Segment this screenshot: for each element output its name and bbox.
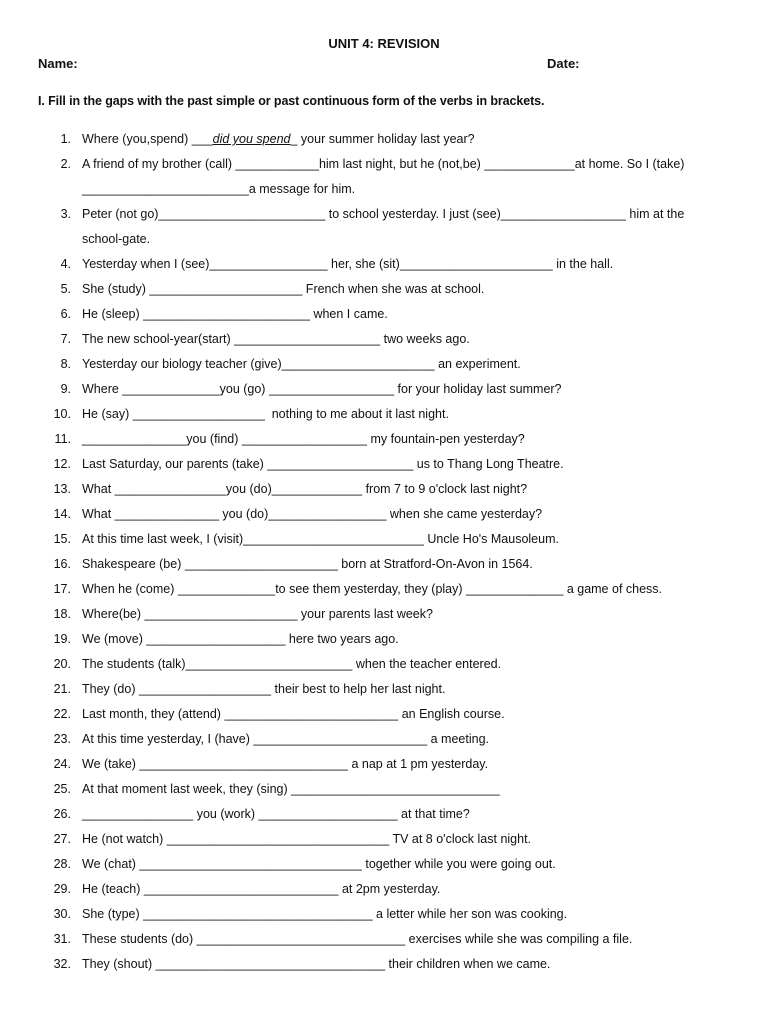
- item-text: She (study) ______________________ French when she was at school.: [82, 282, 485, 296]
- date-label: Date:: [547, 56, 580, 71]
- exercise-item-20: [0, 652, 768, 677]
- item-text: He (teach) ____________________________ at 2pm yesterday.: [82, 882, 441, 896]
- item-text: We (move) ____________________ here two years ago.: [82, 632, 399, 646]
- exercise-item-13: [0, 477, 768, 502]
- item-text: At that moment last week, they (sing) ______________________________: [82, 782, 500, 796]
- item-number: 3.: [60, 207, 71, 221]
- item-text: These students (do) ______________________________ exercises while she was compiling a file.: [82, 932, 633, 946]
- worksheet-title: UNIT 4: REVISION: [328, 36, 440, 51]
- item-number: 22.: [53, 707, 71, 721]
- item-text: When he (come) ______________to see them yesterday, they (play) ______________ a game of chess.: [82, 582, 663, 596]
- item-text: [82, 127, 722, 152]
- exercise-item-14: [0, 502, 768, 527]
- exercise-item-16: [0, 552, 768, 577]
- item-text: They (do) ___________________ their best to help her last night.: [82, 682, 446, 696]
- item-number: 9.: [60, 382, 71, 396]
- exercise-item-1: [0, 127, 768, 152]
- item-number: 8.: [60, 357, 71, 371]
- item-text: Yesterday when I (see)_________________ her, she (sit)______________________ in the hall.: [82, 257, 614, 271]
- item-text: Yesterday our biology teacher (give)______________________ an experiment.: [82, 357, 521, 371]
- item-text: He (say) ___________________ nothing to me about it last night.: [82, 407, 449, 421]
- item-text: ________________ you (work) ____________________ at that time?: [82, 807, 470, 821]
- item-number: 19.: [53, 632, 71, 646]
- item-number: 13.: [53, 482, 71, 496]
- exercise-item-24: [0, 752, 768, 777]
- item-number: 17.: [53, 582, 71, 596]
- item-text: A friend of my brother (call) ____________him last night, but he (not,be) _____________at home. So I (take) ________________________a message for him.: [82, 157, 688, 196]
- exercise-item-22: [0, 702, 768, 727]
- item-number: 16.: [53, 557, 71, 571]
- item-text: The students (talk)________________________ when the teacher entered.: [82, 657, 502, 671]
- item-number: 20.: [53, 657, 71, 671]
- item-number: 10.: [53, 407, 71, 421]
- instruction-text: I. Fill in the gaps with the past simple or past continuous form of the verbs in brackets.: [38, 94, 545, 108]
- item-number: 28.: [53, 857, 71, 871]
- item-text: At this time last week, I (visit)__________________________ Uncle Ho's Mausoleum.: [82, 532, 559, 546]
- item-text: Last Saturday, our parents (take) _____________________ us to Thang Long Theatre.: [82, 457, 564, 471]
- exercise-item-15: [0, 527, 768, 552]
- exercise-item-21: [0, 677, 768, 702]
- item-text: The new school-year(start) _____________________ two weeks ago.: [82, 332, 470, 346]
- exercise-item-32: [0, 952, 768, 977]
- item-text: _______________you (find) __________________ my fountain-pen yesterday?: [82, 432, 525, 446]
- exercise-item-28: [0, 852, 768, 877]
- item-number: 15.: [53, 532, 71, 546]
- item-text: Where ______________you (go) __________________ for your holiday last summer?: [82, 382, 562, 396]
- item-text: What ________________you (do)_____________ from 7 to 9 o'clock last night?: [82, 482, 528, 496]
- item-number: 6.: [60, 307, 71, 321]
- exercise-item-7: [0, 327, 768, 352]
- item-text: Peter (not go)________________________ to school yesterday. I just (see)__________________ him at the school-gate.: [82, 207, 688, 246]
- item-number: 24.: [53, 757, 71, 771]
- item-text: What _______________ you (do)_________________ when she came yesterday?: [82, 507, 543, 521]
- item-number: 25.: [53, 782, 71, 796]
- item-text-after: _ your summer holiday last year?: [290, 132, 475, 146]
- exercise-item-5: [0, 277, 768, 302]
- item-number: 30.: [53, 907, 71, 921]
- item-number: 18.: [53, 607, 71, 621]
- exercise-item-23: [0, 727, 768, 752]
- item-number: 29.: [53, 882, 71, 896]
- exercise-item-4: [0, 252, 768, 277]
- item-number: 23.: [53, 732, 71, 746]
- item-text: Last month, they (attend) _________________________ an English course.: [82, 707, 505, 721]
- item-text: Where(be) ______________________ your parents last week?: [82, 607, 433, 621]
- item-number: 32.: [53, 957, 71, 971]
- item-text: He (not watch) ________________________________ TV at 8 o'clock last night.: [82, 832, 532, 846]
- item-number: 5.: [60, 282, 71, 296]
- exercise-item-17: [0, 577, 768, 602]
- item-text: He (sleep) ________________________ when I came.: [82, 307, 388, 321]
- exercise-item-9: [0, 377, 768, 402]
- item-number: 7.: [60, 332, 71, 346]
- exercise-item-11: [0, 427, 768, 452]
- exercise-item-30: [0, 902, 768, 927]
- exercise-item-27: [0, 827, 768, 852]
- item-text: Shakespeare (be) ______________________ born at Stratford-On-Avon in 1564.: [82, 557, 533, 571]
- exercise-item-2: [0, 152, 768, 202]
- item-number: 4.: [60, 257, 71, 271]
- item-text: She (type) _________________________________ a letter while her son was cooking.: [82, 907, 568, 921]
- item-text-before: Where (you,spend) ___: [82, 132, 213, 146]
- exercise-item-10: [0, 402, 768, 427]
- item-text: At this time yesterday, I (have) _________________________ a meeting.: [82, 732, 489, 746]
- exercise-item-3: [0, 202, 768, 252]
- example-answer: did you spend: [212, 132, 291, 146]
- exercise-item-25: [0, 777, 768, 802]
- name-label: Name:: [38, 56, 78, 71]
- item-number: 12.: [53, 457, 71, 471]
- item-number: 21.: [53, 682, 71, 696]
- exercise-item-12: [0, 452, 768, 477]
- exercise-item-26: [0, 802, 768, 827]
- item-number: 11.: [54, 432, 71, 446]
- exercise-list: [0, 127, 768, 977]
- item-number: 2.: [60, 157, 71, 171]
- exercise-item-19: [0, 627, 768, 652]
- exercise-item-31: [0, 927, 768, 952]
- item-number: 14.: [53, 507, 71, 521]
- item-number: 1.: [60, 132, 71, 146]
- exercise-item-6: [0, 302, 768, 327]
- item-number: 31.: [53, 932, 71, 946]
- exercise-item-18: [0, 602, 768, 627]
- item-text: We (take) ______________________________ a nap at 1 pm yesterday.: [82, 757, 489, 771]
- item-number: 27.: [53, 832, 71, 846]
- item-text: They (shout) _________________________________ their children when we came.: [82, 957, 551, 971]
- exercise-item-29: [0, 877, 768, 902]
- item-text: We (chat) ________________________________ together while you were going out.: [82, 857, 556, 871]
- item-number: 26.: [53, 807, 71, 821]
- exercise-item-8: [0, 352, 768, 377]
